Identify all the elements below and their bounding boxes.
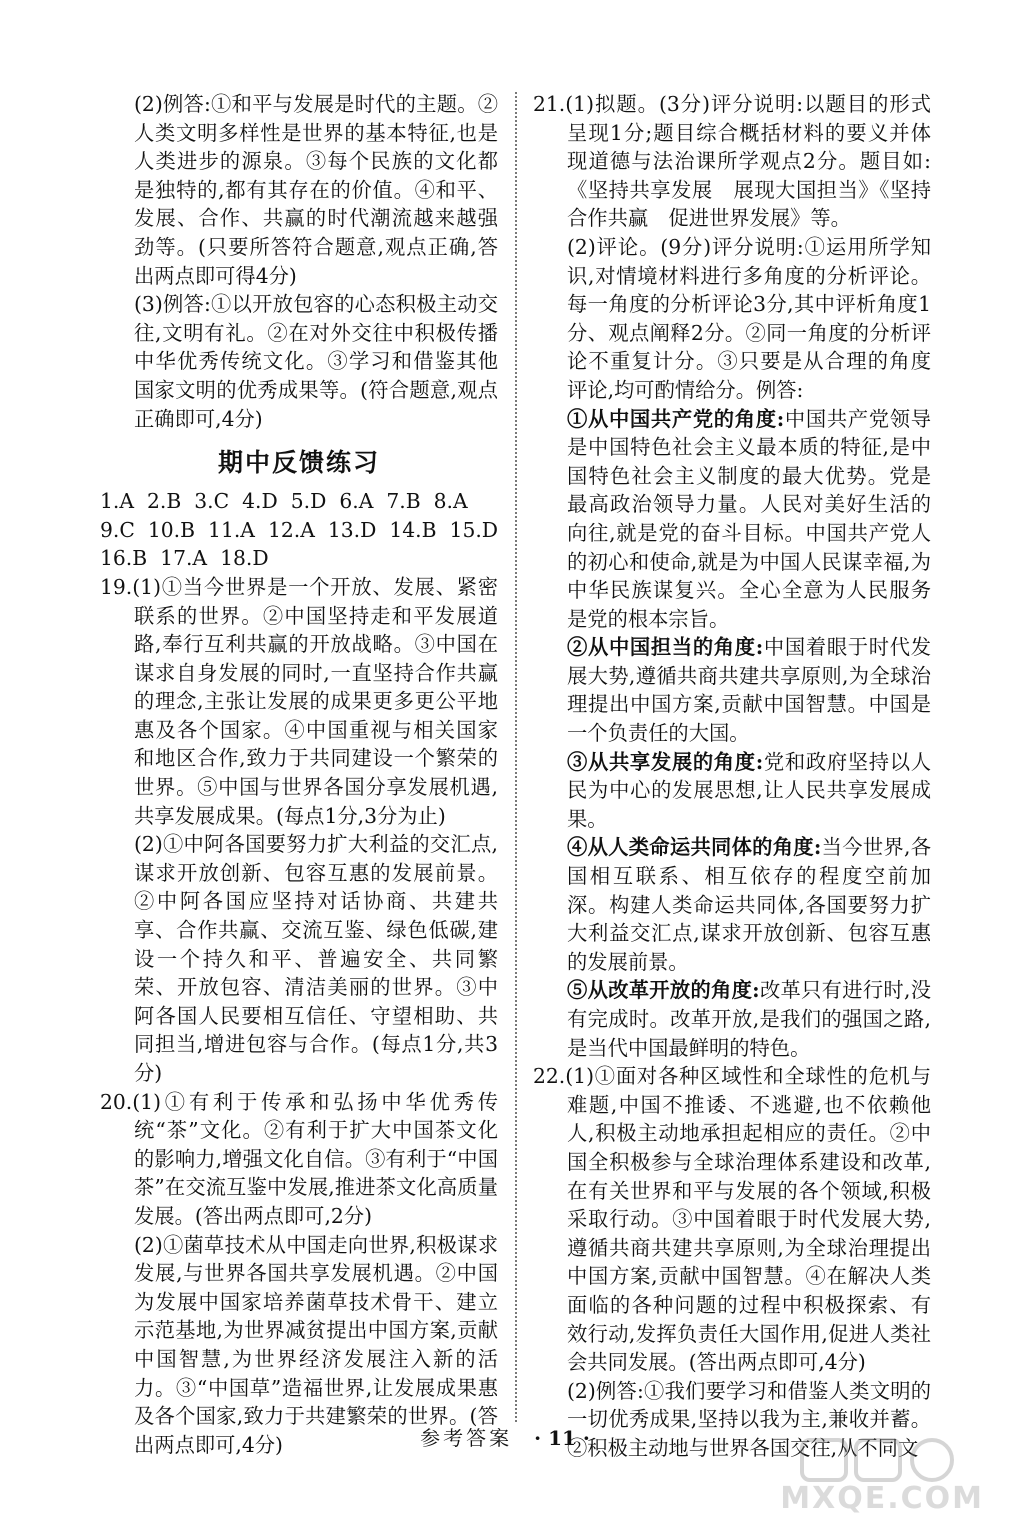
q21-part1: 21.(1)拟题。(3分)评分说明:以题目的形式呈现1分;题目综合概括材料的要义并体现道德与法治课所学观点2分。题目如:《坚持共享发展 展现大国担当》《坚持合作共赢 促进世界发展》等。: [533, 92, 931, 231]
angle-paragraph: [533, 405, 931, 634]
left-column: [100, 90, 498, 1459]
mc-answer: 2.B: [147, 489, 182, 514]
mc-answer: 11.A: [208, 517, 255, 542]
q19-part1: 19.(1)①当今世界是一个开放、发展、紧密联系的世界。②中国坚持走和平发展道路,奉行互利共赢的开放战略。③中国在谋求自身发展的同时,一直坚持合作共赢的理念,主张让发展的成果更多更公平地惠及各个国家。④中国重视与相关国家和地区合作,致力于共同建设一个繁荣的世界。⑤中国与世界各国分享发展机遇,共享发展成果。(每点1分,3分为止): [100, 574, 498, 828]
angle-body: 当今世界,各国相互联系、相互依存的程度空前加深。构建人类命运共同体,各国要努力扩大利益交汇点,谋求开放创新、包容互惠的发展前景。: [567, 835, 931, 974]
mc-answer: 17.A: [160, 546, 208, 571]
q18-part3: (3)例答:①以开放包容的心态积极主动交往,文明有礼。②在对外交往中积极传播中华优秀传统文化。③学习和借鉴其他国家文明的优秀成果等。(符合题意,观点正确即可,4分): [134, 292, 498, 431]
column-divider: [515, 92, 517, 1422]
angle-body: 中国着眼于时代发展大势,遵循共商共建共享原则,为全球治理提出中国方案,贡献中国智慧。中国是一个负责任的大国。: [567, 635, 931, 746]
angle-heading: ④从人类命运共同体的角度:: [567, 835, 822, 860]
angle-body: 改革只有进行时,没有完成时。改革开放,是我们的强国之路,是当代中国最鲜明的特色。: [567, 978, 931, 1060]
mc-answer: 8.A: [433, 489, 468, 514]
mc-answer: 15.D: [449, 517, 499, 542]
angle-paragraph: [533, 633, 931, 747]
mc-answer: 3.C: [194, 489, 230, 514]
q22-part1: 22.(1)①面对各种区域性和全球性的危机与难题,中国不推诿、不逃避,也不依赖他人,积极主动地承担起相应的责任。②中国全积极参与全球治理体系建设和改革,在有关世界和平与发展的各个领域,积极采取行动。③中国着眼于时代发展大势,遵循共商共建共享原则,为全球治理提出中国方案,贡献中国智慧。④在解决人类面临的各种问题的过程中积极探索、有效行动,发挥负责任大国作用,促进人类社会共同发展。(答出两点即可,4分): [533, 1064, 931, 1375]
mc-answer: 5.D: [290, 489, 327, 514]
mc-answer: 16.B: [100, 546, 148, 571]
mc-answer: 18.D: [220, 546, 269, 571]
mc-answer: 13.D: [327, 517, 377, 542]
angle-heading: ②从中国担当的角度:: [567, 635, 764, 660]
watermark-text: MXQE.COM: [780, 1481, 984, 1516]
angle-paragraph: [533, 748, 931, 834]
section-title: 期中反馈练习: [217, 448, 380, 478]
mc-row: [100, 487, 498, 516]
mc-answer: 12.A: [267, 517, 315, 542]
q22-part2: (2)例答:①我们要学习和借鉴人类文明的一切优秀成果,坚持以我为主,兼收并蓄。②积极主动地与世界各国交往,从不同文: [567, 1378, 931, 1460]
mc-answer: 6.A: [339, 489, 374, 514]
q18-part2: (2)例答:①和平与发展是时代的主题。②人类文明多样性是世界的基本特征,也是人类进步的源泉。③每个民族的文化都是独特的,都有其存在的价值。④和平、发展、合作、共赢的时代潮流越来越强劲等。(只要所答符合题意,观点正确,答出两点即可得4分): [134, 92, 498, 288]
angle-heading: ⑤从改革开放的角度:: [567, 978, 760, 1003]
footer-label: 参考答案: [420, 1426, 513, 1450]
angle-paragraph: [533, 833, 931, 976]
angle-body: 党和政府坚持以人民为中心的发展思想,让人民共享发展成果。: [567, 749, 931, 831]
mc-answer: 14.B: [389, 517, 437, 542]
page-number: · 11 ·: [534, 1426, 590, 1450]
angle-heading: ③从共享发展的角度:: [567, 749, 764, 774]
angle-heading: ①从中国共产党的角度:: [567, 406, 785, 431]
mc-row: [100, 516, 498, 545]
angle-paragraph: [533, 976, 931, 1062]
q20-part2: (2)①菌草技术从中国走向世界,积极谋求发展,与世界各国共享发展机遇。②中国为发展中国家培养菌草技术骨干、建立示范基地,为世界减贫提出中国方案,贡献中国智慧,为世界经济发展注入新的活力。③“中国草”造福世界,让发展成果惠及各个国家,致力于共建繁荣的世界。(答出两点即可,4分): [134, 1232, 498, 1457]
mc-answer: 10.B: [147, 517, 196, 542]
mc-answers: [100, 487, 498, 573]
mc-answer: 4.D: [242, 489, 278, 514]
q19-part2: (2)①中阿各国要努力扩大利益的交汇点,谋求开放创新、包容互惠的发展前景。②中阿各国应坚持对话协商、共建共享、合作共赢、交流互鉴、绿色低碳,建设一个持久和平、普遍安全、共同繁荣、开放包容、清洁美丽的世界。③中阿各国人民要相互信任、守望相助、共同担当,增进包容与合作。(每点1分,共3分): [134, 832, 498, 1085]
q21-part2: (2)评论。(9分)评分说明:①运用所学知识,对情境材料进行多角度的分析评论。每一角度的分析评论3分,其中评析角度1分、观点阐释2分。②同一角度的分析评论不重复计分。③只要是从合理的角度评论,均可酌情给分。例答:: [567, 234, 931, 402]
watermark-logo: [782, 1436, 992, 1516]
angle-body: 中国共产党领导是中国特色社会主义最本质的特征,是中国特色社会主义制度的最大优势。党是最高政治领导力量。人民对美好生活的向往,就是党的奋斗目标。中国共产党人的初心和使命,就是为中国人民谋幸福,为中华民族谋复兴。全心全意为人民服务是党的根本宗旨。: [567, 406, 931, 631]
mc-answer: 1.A: [100, 489, 134, 514]
mc-row: [100, 544, 498, 573]
mc-answer: 7.B: [386, 489, 421, 514]
mc-answer: 9.C: [100, 517, 135, 542]
q20-part1: 20.(1)①有利于传承和弘扬中华优秀传统“茶”文化。②有利于扩大中国茶文化的影响力,增强文化自信。③有利于“中国茶”在交流互鉴中发展,推进茶文化高质量发展。(答出两点即可,2分): [100, 1089, 498, 1228]
right-column: [533, 90, 931, 1463]
